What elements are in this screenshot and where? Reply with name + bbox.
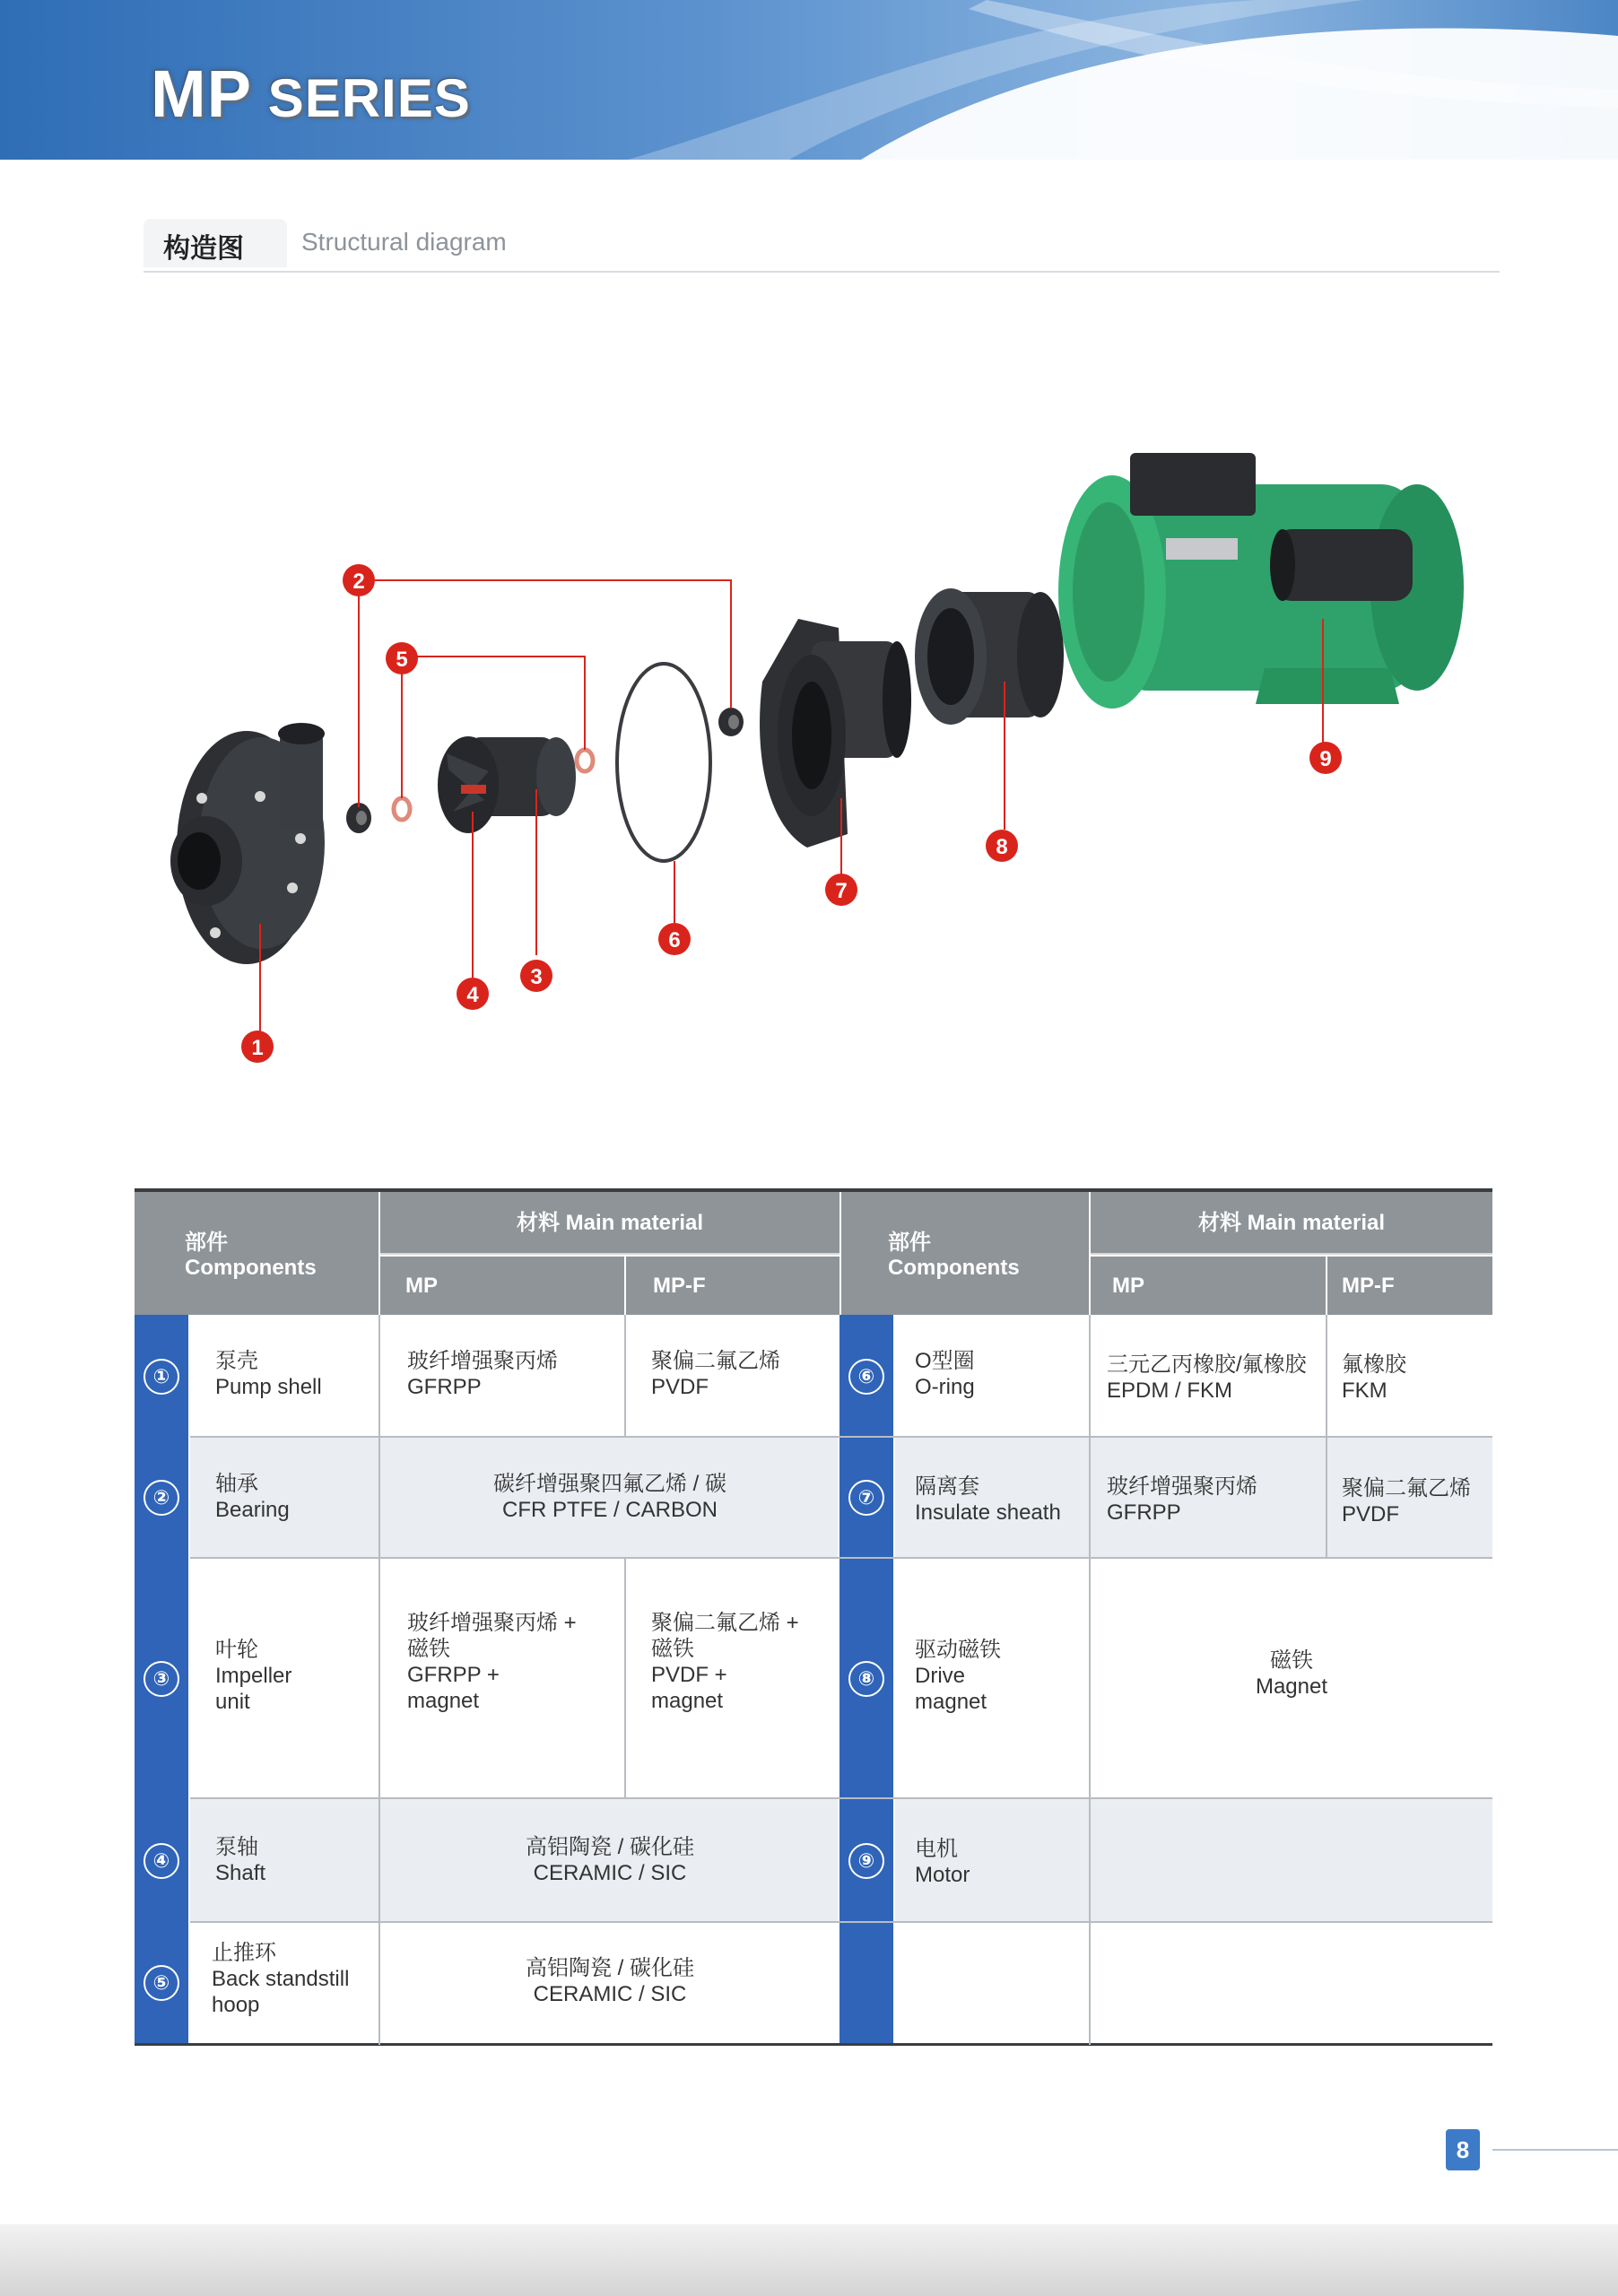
component-name-zh: 隔离套: [915, 1474, 979, 1499]
structural-diagram: [0, 269, 1618, 1166]
components-table: [135, 1188, 1492, 2045]
svg-text:1: 1: [251, 1036, 264, 1060]
row-number-9: ⑨: [848, 1843, 884, 1879]
mp-material-zh: 三元乙丙橡胶/氟橡胶: [1107, 1352, 1307, 1377]
mp-material-zh: 磁铁: [407, 1637, 450, 1661]
row-shade-9: [895, 1799, 1492, 1921]
component-name-zh: 轴承: [215, 1472, 258, 1496]
main-material-label: 材料 Main material: [1197, 1211, 1386, 1235]
left-mp-header: [380, 1257, 624, 1315]
component-name-en: Pump shell: [215, 1375, 322, 1399]
row-number-3: ③: [144, 1661, 179, 1697]
left-main-material-header: [380, 1192, 839, 1255]
col-divider: [1326, 1315, 1327, 1557]
col-divider: [378, 1315, 380, 2045]
mp-material-en: GFRPP: [1107, 1500, 1181, 1525]
svg-text:6: 6: [668, 928, 681, 952]
mp-material-zh: 玻纤增强聚丙烯: [1107, 1474, 1257, 1499]
series-title: MP SERIES: [151, 57, 471, 131]
merged-material-zh: 磁铁: [1270, 1648, 1313, 1673]
row-divider: [190, 1436, 1492, 1438]
merged-material-zh: 高铝陶瓷 / 碳化硅: [525, 1835, 694, 1859]
svg-text:9: 9: [1319, 747, 1332, 771]
right-mpf-header: [1327, 1257, 1492, 1315]
right-components-header: [839, 1192, 1089, 1315]
mp-column-label: MP: [1112, 1274, 1144, 1298]
mpf-material-en: FKM: [1342, 1378, 1387, 1403]
mp-material-en: GFRPP +: [407, 1663, 500, 1687]
components-header-en: Components: [185, 1256, 317, 1280]
merged-material-en: CFR PTFE / CARBON: [501, 1498, 718, 1522]
component-name-zh: 泵壳: [215, 1349, 258, 1373]
section-title-en: Structural diagram: [301, 228, 507, 256]
svg-text:3: 3: [530, 965, 543, 989]
section-title-zh: 构造图: [163, 234, 244, 264]
main-material-label: 材料 Main material: [516, 1211, 704, 1235]
col-divider: [624, 1559, 626, 1797]
row-divider: [190, 1797, 1492, 1799]
page-number-rule: [1492, 2149, 1618, 2151]
mpf-column-label: MP-F: [653, 1274, 706, 1298]
motor-illustration: [1058, 453, 1464, 709]
callout-9: [1309, 742, 1342, 774]
svg-text:4: 4: [466, 983, 479, 1007]
component-name-en: Drive: [915, 1664, 966, 1688]
mpf-material-en: magnet: [651, 1689, 724, 1713]
row-number-7: ⑦: [848, 1480, 884, 1516]
mpf-material-zh: 聚偏二氟乙烯: [651, 1349, 780, 1373]
mpf-material-zh: 氟橡胶: [1342, 1352, 1406, 1377]
callout-1: [241, 1031, 274, 1063]
component-name-en: Motor: [915, 1863, 970, 1887]
mp-material-en: GFRPP: [407, 1375, 482, 1399]
components-header-en: Components: [888, 1256, 1020, 1280]
component-name-en: O-ring: [915, 1375, 975, 1399]
svg-text:8: 8: [996, 835, 1008, 859]
callout-6: [658, 923, 691, 955]
merged-material-zh: 高铝陶瓷 / 碳化硅: [525, 1956, 694, 1980]
row-number-6: ⑥: [848, 1359, 884, 1395]
mpf-material-zh: 聚偏二氟乙烯 +: [651, 1611, 799, 1635]
impeller-illustration: [438, 736, 576, 833]
component-name-zh: 驱动磁铁: [915, 1638, 1001, 1662]
mpf-material-zh: 聚偏二氟乙烯: [1342, 1476, 1471, 1500]
component-name-en: Impeller: [215, 1664, 292, 1688]
row-number-5: ⑤: [144, 1965, 179, 2001]
svg-text:7: 7: [835, 879, 848, 903]
component-name-zh: O型圈: [915, 1349, 975, 1373]
component-name-en: magnet: [915, 1690, 987, 1714]
right-main-material-header: [1091, 1192, 1492, 1255]
drive-magnet-illustration: [915, 588, 1064, 725]
mp-column-label: MP: [405, 1274, 438, 1298]
row-number-1: ①: [144, 1359, 179, 1395]
pump-shell-illustration: [170, 723, 325, 964]
mp-material-en: EPDM / FKM: [1107, 1378, 1233, 1403]
table-bottom-rule: [135, 2043, 1492, 2046]
component-name-en: hoop: [212, 1993, 260, 2017]
row-number-2: ②: [144, 1480, 179, 1516]
section-heading: [144, 215, 1500, 273]
components-header-zh: 部件: [185, 1231, 228, 1255]
mpf-material-zh: 磁铁: [651, 1637, 694, 1661]
component-name-en: Insulate sheath: [915, 1500, 1061, 1525]
component-name-en: Bearing: [215, 1498, 290, 1522]
right-mp-header: [1091, 1257, 1326, 1315]
component-name-zh: 叶轮: [215, 1638, 258, 1662]
callout-7: [825, 874, 857, 906]
left-mpf-header: [626, 1257, 839, 1315]
merged-material-en: Magnet: [1255, 1674, 1328, 1699]
row-divider: [190, 1557, 1492, 1559]
component-name-en: Shaft: [215, 1861, 266, 1885]
callout-8: [986, 830, 1018, 862]
mp-material-zh: 玻纤增强聚丙烯 +: [407, 1611, 577, 1635]
sheath-illustration: [760, 619, 911, 848]
row-number-8: ⑧: [848, 1661, 884, 1697]
mp-material-zh: 玻纤增强聚丙烯: [407, 1349, 558, 1373]
scan-bottom-shade: [0, 2224, 1618, 2296]
col-divider: [624, 1315, 626, 1436]
components-header-zh: 部件: [888, 1231, 931, 1255]
component-name-zh: 电机: [915, 1837, 958, 1861]
component-name-en: unit: [215, 1690, 250, 1714]
component-name-en: Back standstill: [212, 1967, 350, 1991]
mpf-material-en: PVDF: [651, 1375, 709, 1399]
merged-material-en: CERAMIC / SIC: [533, 1982, 687, 2006]
page-number: 8: [1446, 2129, 1480, 2170]
row-number-4: ④: [144, 1843, 179, 1879]
mpf-column-label: MP-F: [1342, 1274, 1395, 1298]
callout-3: [520, 960, 552, 992]
component-name-zh: 泵轴: [215, 1835, 258, 1859]
mp-material-en: magnet: [407, 1689, 480, 1713]
mpf-material-en: PVDF: [1342, 1502, 1400, 1526]
callout-4: [457, 978, 489, 1010]
row-divider: [190, 1921, 1492, 1923]
o-ring-illustration: [617, 664, 710, 861]
mpf-material-en: PVDF +: [651, 1663, 727, 1687]
merged-material-en: CERAMIC / SIC: [533, 1861, 687, 1885]
svg-text:5: 5: [396, 648, 408, 672]
svg-text:2: 2: [352, 570, 365, 594]
left-components-header: [135, 1192, 378, 1315]
merged-material-zh: 碳纤增强聚四氟乙烯 / 碳: [492, 1472, 726, 1496]
component-name-zh: 止推环: [212, 1941, 276, 1965]
callout-5: [386, 642, 418, 674]
callout-2: [343, 564, 375, 596]
